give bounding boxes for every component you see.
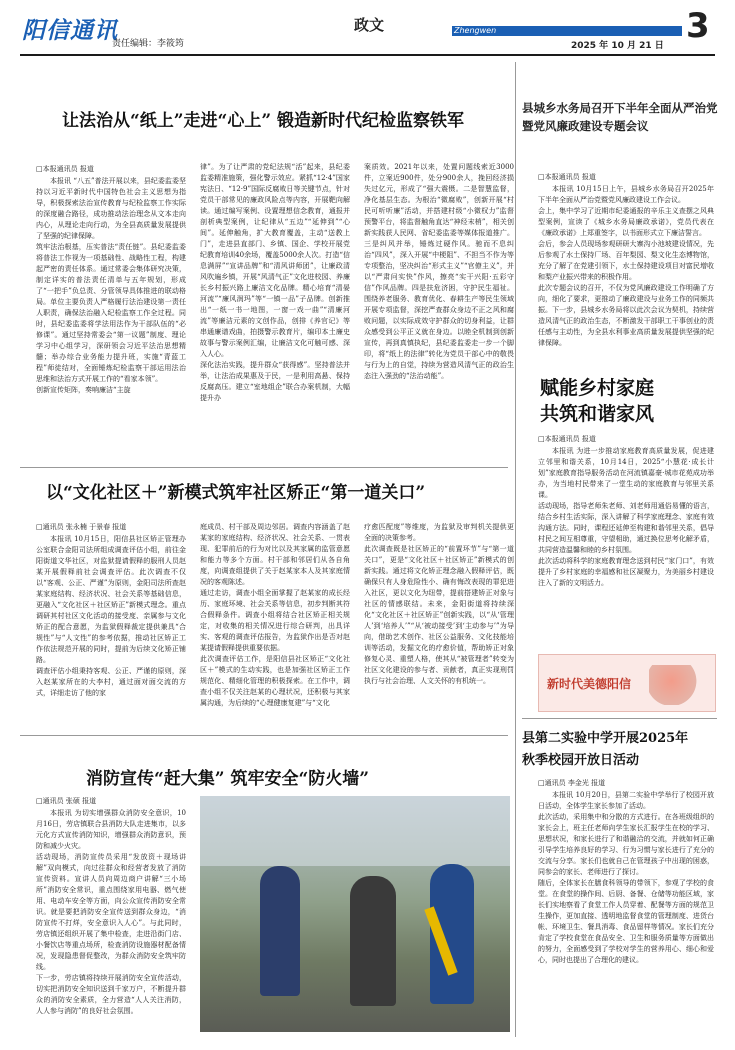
right-article-3	[522, 720, 717, 1040]
article-2-col-3: 疗愈匹配度”等维度，为监狱及审判机关提供更全面的决策参考。 此次调查既是社区矫正的“前置环节”与“第一道关口”，更是“文化社区＋社区矫正”新模式的创新实践。通过将文化矫正理念融入假释评估，既确保只有人身危险性小、确有悔改表现的罪犯进入社区，更以文化为纽带，提前搭建矫正对象与社区的情感联结。未来，金阳街道将持续深化“文化社区＋社区矫正”创新实践，以“从‘管理人’到‘培养人’”“从‘被动接受’到‘主动参与’”为导向，借助艺术创作、社区公益服务、文化技能培训等活动，发掘文化的疗愈价值，帮助矫正对象修复心灵、重塑人格，使其从“被管理者”转变为社区文化建设的参与者、贡献者，真正实现刑罚执行与社会治理、人文关怀的有机统一。	[364, 523, 514, 685]
section-title: 政文	[354, 16, 385, 34]
section-english: Zhengwen	[454, 26, 497, 35]
article-1-headline: 让法治从“纸上”走进“心上” 锻造新时代纪检监察铁军	[62, 111, 465, 131]
photo-person-2	[350, 876, 396, 1006]
article-2-col-1: 本报讯 10月15日，阳信县社区矫正管理办公室联合金阳司法所组成调查评估小组，前往金阳街道文华社区，对监狱提请假释的服刑人员赵某开展假释前社会调查评估。此次调查不仅以“客观、公正、严谨”为原则，金阳司法所查赵某家庭结构、经济状况、社会关系等基础信息，更融入“文化社区＋社区矫正”新模式理念。重点调研其村社区文化活动的接受度、亲属参与文化矫正的配合意愿，为监狱假释裁定提供兼具“合规性”与“人文性”的参考依据，推动社区矫正工作依法规范开展的同时，提前为后续文化矫正铺路。 调查评估小组秉持客观、公正、严谨的原则，深入赵某家所在的大李村，通过面对面交流的方式，详细走访了他的家	[36, 535, 186, 697]
editor-label: 责任编辑：李筱筠	[112, 39, 185, 49]
banner-decor-icon	[649, 665, 705, 705]
article-3	[20, 736, 508, 1036]
right-2-headline-line-1: 赋能乡村家庭	[540, 377, 655, 399]
right-2-byline: □本报通讯员 报道	[538, 435, 596, 443]
right-3-body: 本报讯 10月20日，县第二实验中学举行了校园开放日活动，全体学生家长参加了活动。 此次活动，采用集中和分散的方式进行。在各班级组织的家长会上，班主任老师向学生家长汇报学生在校的学习、思想状况，和家长进行了和谐融洽的交流，并就如何正确引导学生培养良好的学习、行为习惯与家长进行了充分的交流与分享。家长们也就自己在管理孩子中出现的困惑，同参会的家长、老师进行了探讨。 随后，全体家长在膳食科领导的带领下，参观了学校的食堂。在食堂的操作间、后厨、备餐、仓储等功能区域，家长们实地察看了食堂工作人员穿着、配餐等方面的规范卫生操作，更加直接、透明地监督食堂的管理制度、进货台帐、环境卫生、餐具消毒、食品留样等情况。家长们充分肯定了学校食堂在食品安全、卫生和服务质量等方面做出的努力，全面感受到了学校对学生的营养用心、细心和爱心，同时也提出了合理化的建议。	[538, 791, 714, 964]
right-1-headline-line-2: 暨党风廉政建设专题会议	[522, 119, 649, 133]
masthead-logo: 阳信通讯	[22, 17, 118, 44]
right-1-body: 本报讯 10月15日上午，县城乡水务局召开2025年下半年全面从严治党暨党风廉政建设工作会议。 会上，集中学习了近期市纪委通报的辛乐主义查摆之风典型案例，宣读了《城乡水务局廉政承诺》，党员代表在《廉政承诺》上郑重签字，以书面形式立下廉洁誓言。 会后，参会人员现场参观研研大寨沟小池坡建设情况，先后参观了水土保持厂场、百年梨园、梨文化生态博物馆，充分了解了在党建引领下，水土保持建设项目对富民增收和梨产业振兴带来的积极作用。 此次专题会议的召开，不仅为党风廉政建设工作明确了方向，细化了要求，更推动了廉政建设与业务工作的同频共振。下一步，县城乡水务局将以此次会议为契机，持续营造风清气正的政治生态，不断激发干部职工干事创业的责任感与主动性，为全县水利事业高质量发展提供坚强的纪律保障。	[538, 185, 714, 347]
photo-tent	[200, 796, 510, 866]
article-2	[20, 468, 514, 734]
right-1-byline: □本报通讯员 报道	[538, 173, 596, 181]
right-article-1	[522, 66, 717, 386]
article-3-headline: 消防宣传“赶大集” 筑牢安全“防火墙”	[86, 769, 370, 789]
masthead-rule	[20, 54, 715, 56]
virtue-banner	[538, 654, 716, 712]
right-article-2	[522, 370, 717, 716]
article-2-headline: 以“文化社区＋”新模式筑牢社区矫正“第一道关口”	[46, 483, 426, 503]
section-english-box	[452, 26, 682, 36]
right-divider	[522, 718, 717, 719]
article-3-byline: □通讯员 张硕 报道	[36, 797, 97, 805]
issue-date: 2025 年 10 月 21 日	[571, 41, 664, 51]
article-1	[20, 66, 514, 466]
article-1-col-2: 律”。为了让严肃的党纪法规“活”起来，县纪委监委精准施策，强化警示效应。紧抓“12·4”国家宪法日、“12·9”国际反腐败日等关键节点，针对党员干部常见的廉政风险点等内容，开展靶向解读。通过编写案例、设置理想信念教育，通报并剖析典型案例，让纪律从“五边”“延伸到”“心间”。延伸触角，扩大教育覆盖，主动“送教上门”，走进县直部门、乡镇、国企、学校开展党纪教育培训40余场，覆盖5000余人次。打造“信息满屏”“宣讲品牌”和“清风讲师团”，让廉政清风吹遍乡镇，开展“风清气正”文化进校园、养廉长乡村振兴路上廉洁文化品牌。精心培育“清晏河流”“廉风润玛”等“一镇一品”子品牌。创新推出“一纸一书一地图，一窗一戏一曲”“清廉河流”等廉洁元素的文创作品，创排《养官记》等串通廉谱戏曲，拍摄警示教育片，编印本土廉史故事与警示案例汇编，让廉洁文化可触可感、深入人心。 深化法治实践，提升群众“获得感”。坚持普法并举，让法治成果惠及于民，一是利用高悬、保持反腐高压。建立“室地组企”联合办案机制，大幅提升办	[200, 163, 350, 402]
right-3-headline-line-2: 秋季校园开放日活动	[522, 753, 640, 768]
article-1-byline: □本报通讯员 报道	[36, 165, 94, 173]
right-2-headline-line-2: 共筑和谐家风	[540, 403, 655, 425]
article-1-col-1: 本报讯 “八五”普法开展以来，县纪委监委坚持以习近平新时代中国特色社会主义思想为指导，积极探索法治宣传教育与纪检监察工作实际的深度融合路径，成功推动法治理念从文本走向内心，从理论走向行动，为全县高质量发展提供了坚强的纪律保障。 筑牢法治根基，压实普法“责任链”。县纪委监委将普法工作视为一项基础性、战略性工程，构建起严密的责任体系。通过常委会集体研究决策，制定详实的普法责任清单与五年规划，形成了“一把手”负总责、分管领导具体推进的联动格局。单位主要负责人严格履行法治建设第一责任人职责，确保法治融入纪检监察工作全过程。同时，县纪委监委将学法用法作为干部队伍的“必修课”。通过坚持常委会“第一议题”制度、理论学习中心组学习，深研领会习近平法治思想精髓；举办综合业务能力提升班，实施“青蓝工程”师徒结对，全面锤炼纪检监察干部运用法治思维和法治方式开展工作的“看家本领”。 创新宣传矩阵，奏响廉洁“主旋	[36, 177, 186, 394]
article-1-col-3: 案质效。2021年以来，处置问题线索近3000件，立案近900件，处分900余人，挽回经济损失过亿元，形成了“强大震慑。二是智慧监督，净化基层生态。为根治“微腐败”，创新开展“村民可听听廉”活动，并搭建村级“小微权力”监督预警平台，将监督触角直达“神经末梢”，相关创新实践获人民网、省纪委监委等媒体报道推广。三是纠风并举，锤炼过硬作风。驰而不息纠治“四风”，深入开展“中梗阻”、不担当不作为等专项整治，坚决纠治“形式主义”“官僚主义”，并以“严肃问实快”作风，擦亮“实干兴阳·五彩守信”作风品牌。四是扶危济困，守护民生福祉。围绕养老服务、教育优化、春耕生产等民生领域开展专项监督，深挖严查群众身边不正之风和腐败问题，以实际成效守护群众的切身利益，让群众感受到公平正义就在身边。以睦全机制到创新宣传，再到真慎执纪，县纪委监委走一步一个脚印，将“纸上的法律”转化为党员干部心中的敬畏与行为上的自觉，持续为营造风清气正的政治生态注入强劲的“法治动能”。	[364, 163, 514, 380]
article-3-body: 本报讯 为切实增强群众消防安全意识，10月16日，劳店镇联合县消防大队走进集市，以多元化方式宣传消防知识，增强群众消防意识，预防和减少火灾。 活动现场，消防宣传员采用“发放资＋现场讲解”双向模式，向过往群众和经营者发放了消防宣传资料。宣讲人员向周边商户讲解“三小场所”消防安全常识，重点围绕家用电器、燃气使用、电动车安全等方面，向公众宣传消防安全常识。就是要把消防安全宣传送到群众身边，“消防宣传不打烊，安全意识入人心”。与此同时，劳店镇还组织开展了集中检查，走进沿街门店、小餐饮店等重点场所，检查消防设施器材配备情况，发现隐患督促整改，为群众消防安全筑牢防线。 下一步，劳店镇将持续开展消防安全宣传活动，切实把消防安全知识送到千家万户，不断提升群众的消防安全素质，全力营造“人人关注消防，人人参与消防”的良好社会氛围。	[36, 809, 186, 1015]
banner-text: 新时代美德阳信	[547, 677, 632, 691]
photo-person-1	[260, 866, 300, 996]
right-3-headline-line-1: 县第二实验中学开展2025年	[522, 731, 689, 746]
fire-safety-photo	[200, 796, 510, 1032]
right-3-byline: □通讯员 李金光 报道	[538, 779, 606, 787]
column-divider	[515, 62, 516, 1037]
page-number: 3	[686, 6, 710, 46]
right-1-headline-line-1: 县城乡水务局召开下半年全面从严治党	[522, 101, 718, 115]
right-2-body: 本报讯 为进一步推动家庭教育高质量发展，促进建立邻里和谐关系，10月14日，2025“小慧花·成长计划”家庭教育指导服务活动在河流镇嘉豪·城市花苑成功举办，为当地村民带来了一堂生动的家庭教育与邻里关系课。 活动现场，指导老师朱老师、刘老师用通俗易懂的语言，结合乡村生活实际，深入讲解了科学家庭理念、家庭有效沟通方法。同时，课程还延伸至构建和谐邻里关系，倡导村民之间互相尊重，守望相助，通过换位思考化解矛盾，共同营造温馨和睦的乡村氛围。 此次活动将科学的家庭教育理念送到村民“家门口”，有效提升了乡村家庭的幸福感和社区凝聚力，为美丽乡村建设注入了新的文明活力。	[538, 447, 714, 587]
article-2-byline: □通讯员 张永楠 于景春 报道	[36, 523, 127, 531]
article-2-col-2: 庭成员、村干部及周边邻居。调查内容涵盖了赵某家的家庭结构、经济状况、社会关系、一贯表现、犯罪前后的行为对比以及其家属的监管意愿和能力等多个方面。村干部和邻居们从各自角度，向调查组提供了关于赵某家本人及其家庭情况的客观陈述。 通过走访，调查小组全面掌握了赵某家的成长经历、家庭环境、社会关系等信息，初步判断其符合假释条件。调查小组将结合社区矫正相关规定，对收集的相关情况进行综合研判，出具详实、客观的调查评估报告，为监狱作出是否对赵某提请假释提供重要依据。 此次调查评估工作，是阳信县社区矫正“文化社区＋”模式的生动实践，也是加强社区矫正工作规范化、精细化管理的积极探索。在工作中，调查小组不仅关注赵某的心理状况，还积极与其家属沟通，为后续的“心理健康复建”与“文化	[200, 523, 350, 707]
masthead	[0, 0, 735, 62]
